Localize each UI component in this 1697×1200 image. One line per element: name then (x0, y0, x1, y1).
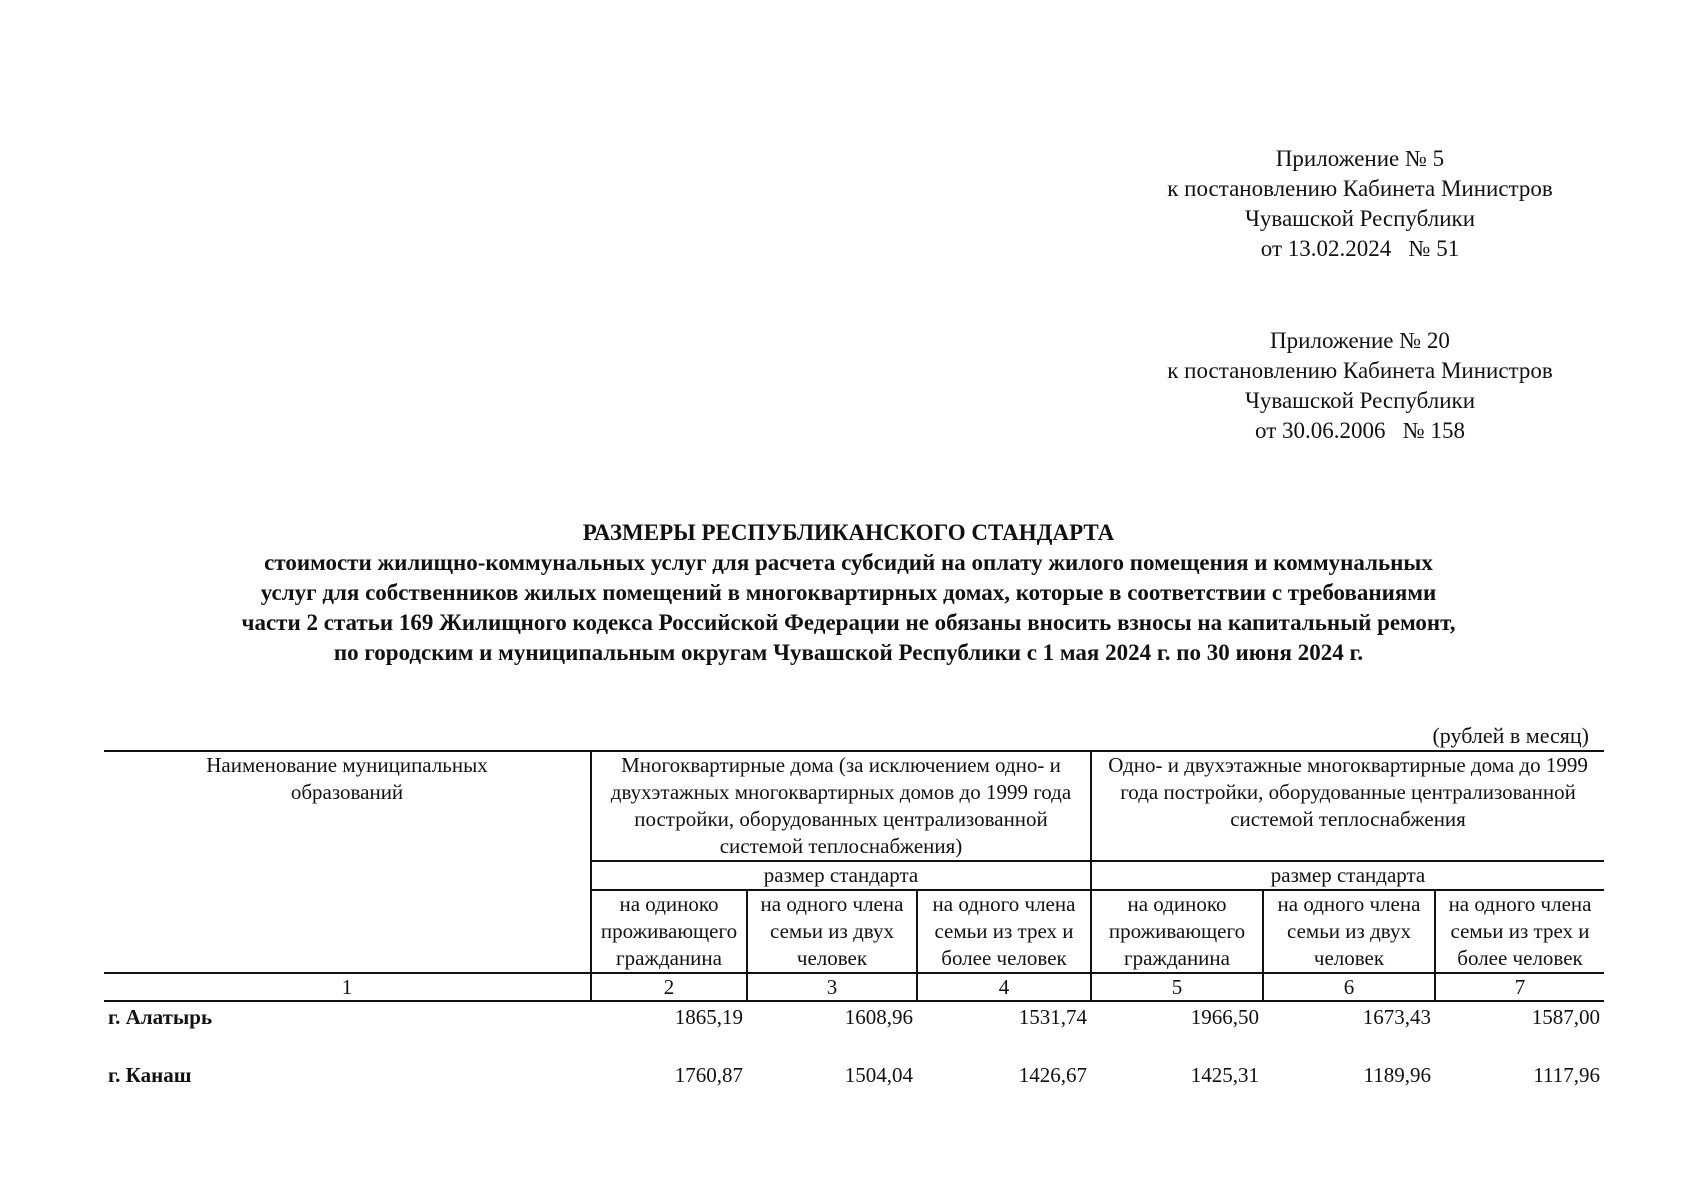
subheader-standard-size-a: размер стандарта (591, 861, 1091, 890)
column-number: 3 (747, 973, 917, 1001)
table-row (104, 1001, 1604, 1060)
appendix-line: от 13.02.2024 № 51 (1260, 236, 1460, 261)
title-heading: РАЗМЕРЫ РЕСПУБЛИКАНСКОГО СТАНДАРТА (582, 520, 1115, 545)
title-line: услуг для собственников жилых помещений в многоквартирных домах, которые в соответствии с требованиями (260, 580, 1437, 605)
column-header-three-plus: на одного члена семьи из трех и более человек (1435, 890, 1604, 973)
appendix-line: к постановлению Кабинета Министров (1167, 358, 1553, 383)
value-cell: 1865,19 (674, 1005, 743, 1029)
header-group-low-rise-buildings: Одно- и двухэтажные многоквартирные дома до 1999 года постройки, оборудованные централизованной системой теплоснабжения (1091, 751, 1604, 861)
column-number: 5 (1091, 973, 1263, 1001)
column-header-three-plus: на одного члена семьи из трех и более человек (917, 890, 1091, 973)
column-number: 4 (917, 973, 1091, 1001)
appendix-line: Приложение № 5 (1275, 146, 1445, 171)
column-number: 2 (591, 973, 747, 1001)
value-cell: 1189,96 (1363, 1063, 1431, 1087)
title-line: по городским и муниципальным округам Чувашской Республики с 1 мая 2024 г. по 30 июня 2024 г. (333, 640, 1364, 665)
subheader-standard-size-b: размер стандарта (1091, 861, 1604, 890)
column-header-single: на одиноко проживающего гражданина (591, 890, 747, 973)
title-line: стоимости жилищно-коммунальных услуг для расчета субсидий на оплату жилого помещения и коммунальных (264, 550, 1433, 575)
column-number: 6 (1263, 973, 1435, 1001)
table-row (104, 1060, 1604, 1118)
column-header-single: на одиноко проживающего гражданина (1091, 890, 1263, 973)
value-cell: 1426,67 (1018, 1063, 1087, 1087)
value-cell: 1760,87 (674, 1063, 743, 1087)
appendix-line: Чувашской Республики (1244, 206, 1476, 231)
value-cell: 1504,04 (844, 1063, 913, 1087)
document-title (0, 518, 1697, 668)
value-cell: 1587,00 (1531, 1005, 1601, 1029)
municipality-name: г. Алатырь (108, 1005, 213, 1029)
value-cell: 1531,74 (1018, 1005, 1087, 1029)
appendix-line: от 30.06.2006 № 158 (1255, 418, 1465, 443)
appendix-line: Чувашской Республики (1244, 388, 1476, 413)
value-cell: 1425,31 (1190, 1063, 1259, 1087)
column-number: 1 (104, 973, 591, 1001)
value-cell: 1673,43 (1362, 1005, 1431, 1029)
appendix-block-5 (1110, 144, 1610, 264)
municipality-name: г. Канаш (108, 1063, 192, 1087)
appendix-line: к постановлению Кабинета Министров (1167, 176, 1553, 201)
column-number: 7 (1435, 973, 1604, 1001)
column-header-two-person: на одного члена семьи из двух человек (1263, 890, 1435, 973)
header-municipality: Наименование муниципальных образований (104, 751, 591, 973)
value-cell: 1966,50 (1190, 1005, 1259, 1029)
units-note: (рублей в месяц) (1432, 723, 1589, 748)
appendix-line: Приложение № 20 (1270, 328, 1450, 353)
appendix-block-20 (1110, 326, 1610, 446)
standard-table (104, 750, 1604, 1118)
header-group-apartment-buildings: Многоквартирные дома (за исключением одно- и двухэтажных многоквартирных домов до 1999 года постройки, оборудованных централизованной системой теплоснабжения) (591, 751, 1091, 861)
value-cell: 1117,96 (1533, 1063, 1601, 1087)
value-cell: 1608,96 (844, 1005, 913, 1029)
column-header-two-person: на одного члена семьи из двух человек (747, 890, 917, 973)
title-line: части 2 статьи 169 Жилищного кодекса Российской Федерации не обязаны вносить взносы на капитальный ремонт, (241, 610, 1456, 635)
